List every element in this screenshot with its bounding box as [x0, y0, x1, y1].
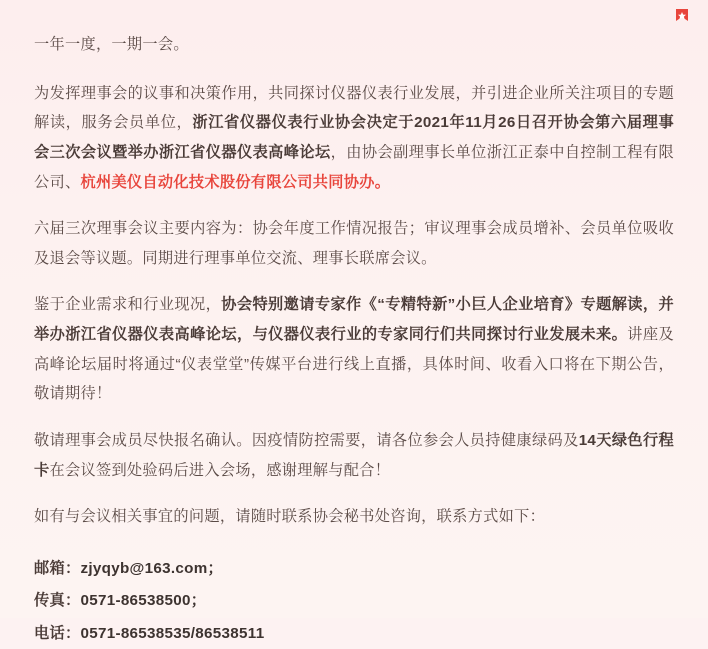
text-run-4: 杭州美仪自动化技术股份有限公司共同协办。	[80, 173, 391, 191]
paragraph-6	[34, 502, 674, 532]
text-run-2: 浙江省仪器仪表行业协会决定于2021年11月26日召开协会第六届理事会三次会议暨举办浙江省仪器仪表高峰论坛	[34, 114, 675, 161]
paragraph-5	[34, 426, 674, 485]
text-run-2: 协会特别邀请专家作《“专精特新”小巨人企业培育》专题解读，并举办浙江省仪器仪表高峰论坛，与仪器仪表行业的专家同行们共同探讨行业发展未来。	[34, 296, 674, 344]
text-run-2: 14天绿色行程卡	[34, 432, 674, 479]
contact-phone	[34, 619, 674, 649]
paragraph-1	[34, 30, 674, 60]
contact-fax	[34, 586, 674, 616]
text-run-1: 一年一度，一期一会。	[34, 36, 189, 53]
text-run-1: 敬请理事会成员尽快报名确认。因疫情防控需要，请各位参会人员持健康绿码及	[34, 432, 579, 450]
text-run-1: 如有与会议相关事宜的问题，请随时联系协会秘书处咨询，联系方式如下：	[34, 508, 546, 526]
paragraph-3	[34, 214, 674, 273]
text-run-3: ，由协会副理事长单位浙江正泰中自控制工程有限公司、	[34, 143, 674, 191]
text-run-3: 在会议签到处验码后进入会场，感谢理解与配合！	[49, 461, 391, 479]
text-run-1: 六届三次理事会议主要内容为：协会年度工作情况报告；审议理事会成员增补、会员单位吸收及退会等议题。同期进行理事单位交流、理事长联席会议。	[34, 220, 674, 267]
contact-email	[34, 554, 674, 584]
contact-block	[34, 554, 674, 649]
contact-value: zjyqyb@163.com；	[80, 559, 224, 577]
contact-label: 邮箱：	[34, 559, 81, 577]
text-run-1: 为发挥理事会的议事和决策作用，共同探讨仪器仪表行业发展，并引进企业所关注项目的专题解读，服务会员单位，	[34, 84, 674, 132]
article-body	[34, 30, 674, 649]
paragraph-2	[34, 79, 674, 198]
contact-label: 传真：	[34, 592, 81, 610]
paragraph-4	[34, 290, 674, 409]
text-run-1: 鉴于企业需求和行业现况，	[34, 296, 222, 314]
contact-label: 电话：	[34, 624, 81, 642]
contact-value: 0571-86538500；	[80, 592, 207, 610]
contact-value: 0571-86538535/86538511	[80, 624, 265, 642]
text-run-3: 讲座及高峰论坛届时将通过“仪表堂堂”传媒平台进行线上直播，具体时间、收看入口将在下期公告，敬请期待！	[34, 326, 674, 403]
red-flag-logo-icon	[674, 8, 690, 28]
